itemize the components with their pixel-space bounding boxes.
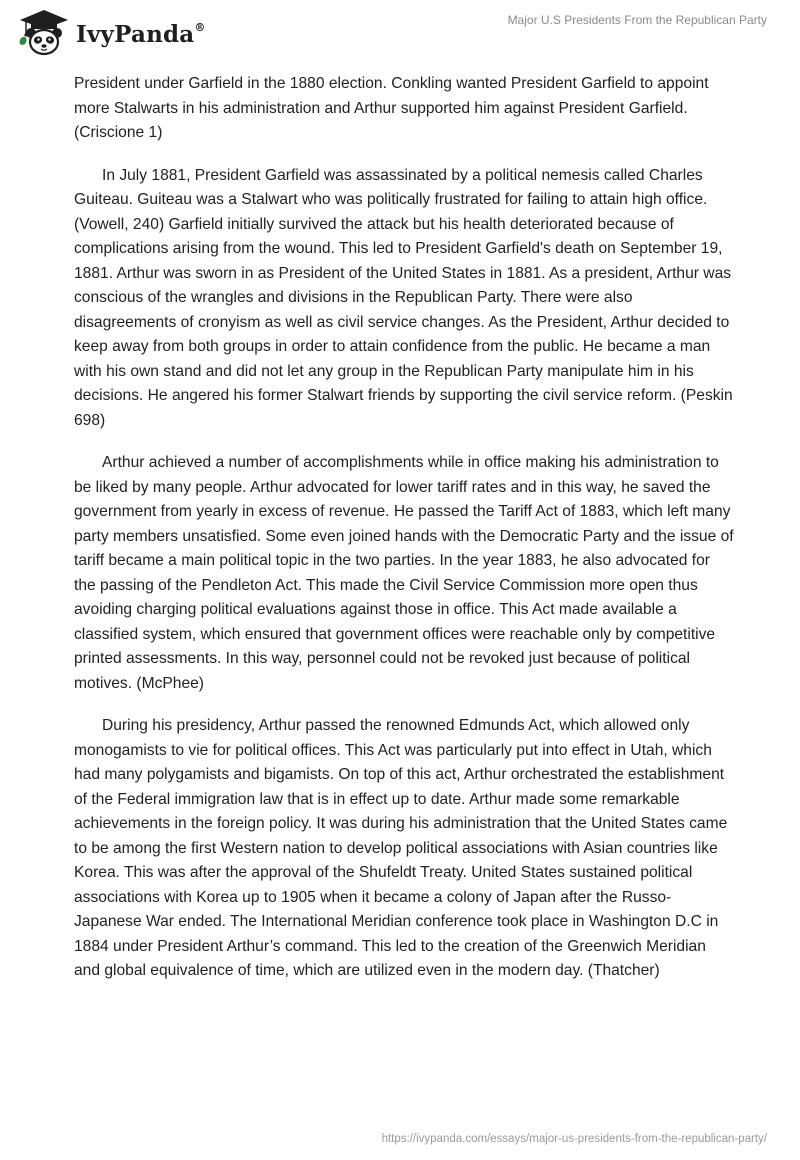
paragraph: President under Garfield in the 1880 election. Conkling wanted President Garfield to appoint more Stalwarts in his administration and Arthur supported him against President Garfield. (Criscione 1) <box>74 75 709 141</box>
essay-body <box>74 72 734 1002</box>
ivypanda-logo[interactable] <box>16 8 206 58</box>
registered-mark: ® <box>194 20 206 34</box>
paragraph: In July 1881, President Garfield was assassinated by a political nemesis called Charles Guiteau. Guiteau was a Stalwart who was politically frustrated for failing to attain high office. (Vowell, 240) Garfield initially survived the attack but his health deteriorated because of complications arising from the wound. This led to President Garfield's death on September 19, 1881. Arthur was sworn in as President of the United States in 1881. As a president, Arthur was conscious of the wrangles and divisions in the Republican Party. There were also disagreements of cronyism as well as civil service changes. As the President, Arthur decided to keep away from both groups in order to attain confidence from the public. He became a man with his own stand and did not let any group in the Republican Party manipulate him in his decisions. He angered his former Stalwart friends by supporting the civil service reform. (Peskin 698) <box>74 166 733 429</box>
source-url[interactable]: https://ivypanda.com/essays/major-us-presidents-from-the-republican-party/ <box>381 1133 767 1145</box>
panda-graduate-icon <box>16 8 72 58</box>
page-header <box>0 0 800 70</box>
brand-label: IvyPanda <box>76 20 195 48</box>
paragraph: Arthur achieved a number of accomplishments while in office making his administration to be liked by many people. Arthur advocated for lower tariff rates and in this way, he saved the government from yearly in excess of revenue. He passed the Tariff Act of 1883, which left many party members unsatisfied. Some even joined hands with the Democratic Party and the issue of tariff became a main political topic in the two parties. In the year 1883, he also advocated for the passing of the Pendleton Act. This made the Civil Service Commission more open thus avoiding charging political evaluations against those in office. This Act made available a classified system, which ensured that government offices were reachable only by competitive printed assessments. In this way, personnel could not be revoked just because of political motives. (McPhee) <box>74 454 734 692</box>
brand-name <box>76 21 206 48</box>
paragraph: During his presidency, Arthur passed the renowned Edmunds Act, which allowed only monogamists to vie for political offices. This Act was particularly put into effect in Utah, which had many polygamists and bigamists. On top of this act, Arthur orchestrated the establishment of the Federal immigration law that is in effect up to date. Arthur made some remarkable achievements in the foreign policy. It was during his administration that the United States came to be among the first Western nation to develop political associations with Asian countries like Korea. This was after the approval of the Shufeldt Treaty. United States sustained political associations with Korea up to 1905 when it became a colony of Japan after the Russo-Japanese War ended. The International Meridian conference took place in Washington D.C in 1884 under President Arthur’s command. This led to the creation of the Greenwich Meridian and global equivalence of time, which are utilized even in the modern day. (Thatcher) <box>74 717 728 979</box>
running-title: Major U.S Presidents From the Republican Party <box>507 13 767 27</box>
